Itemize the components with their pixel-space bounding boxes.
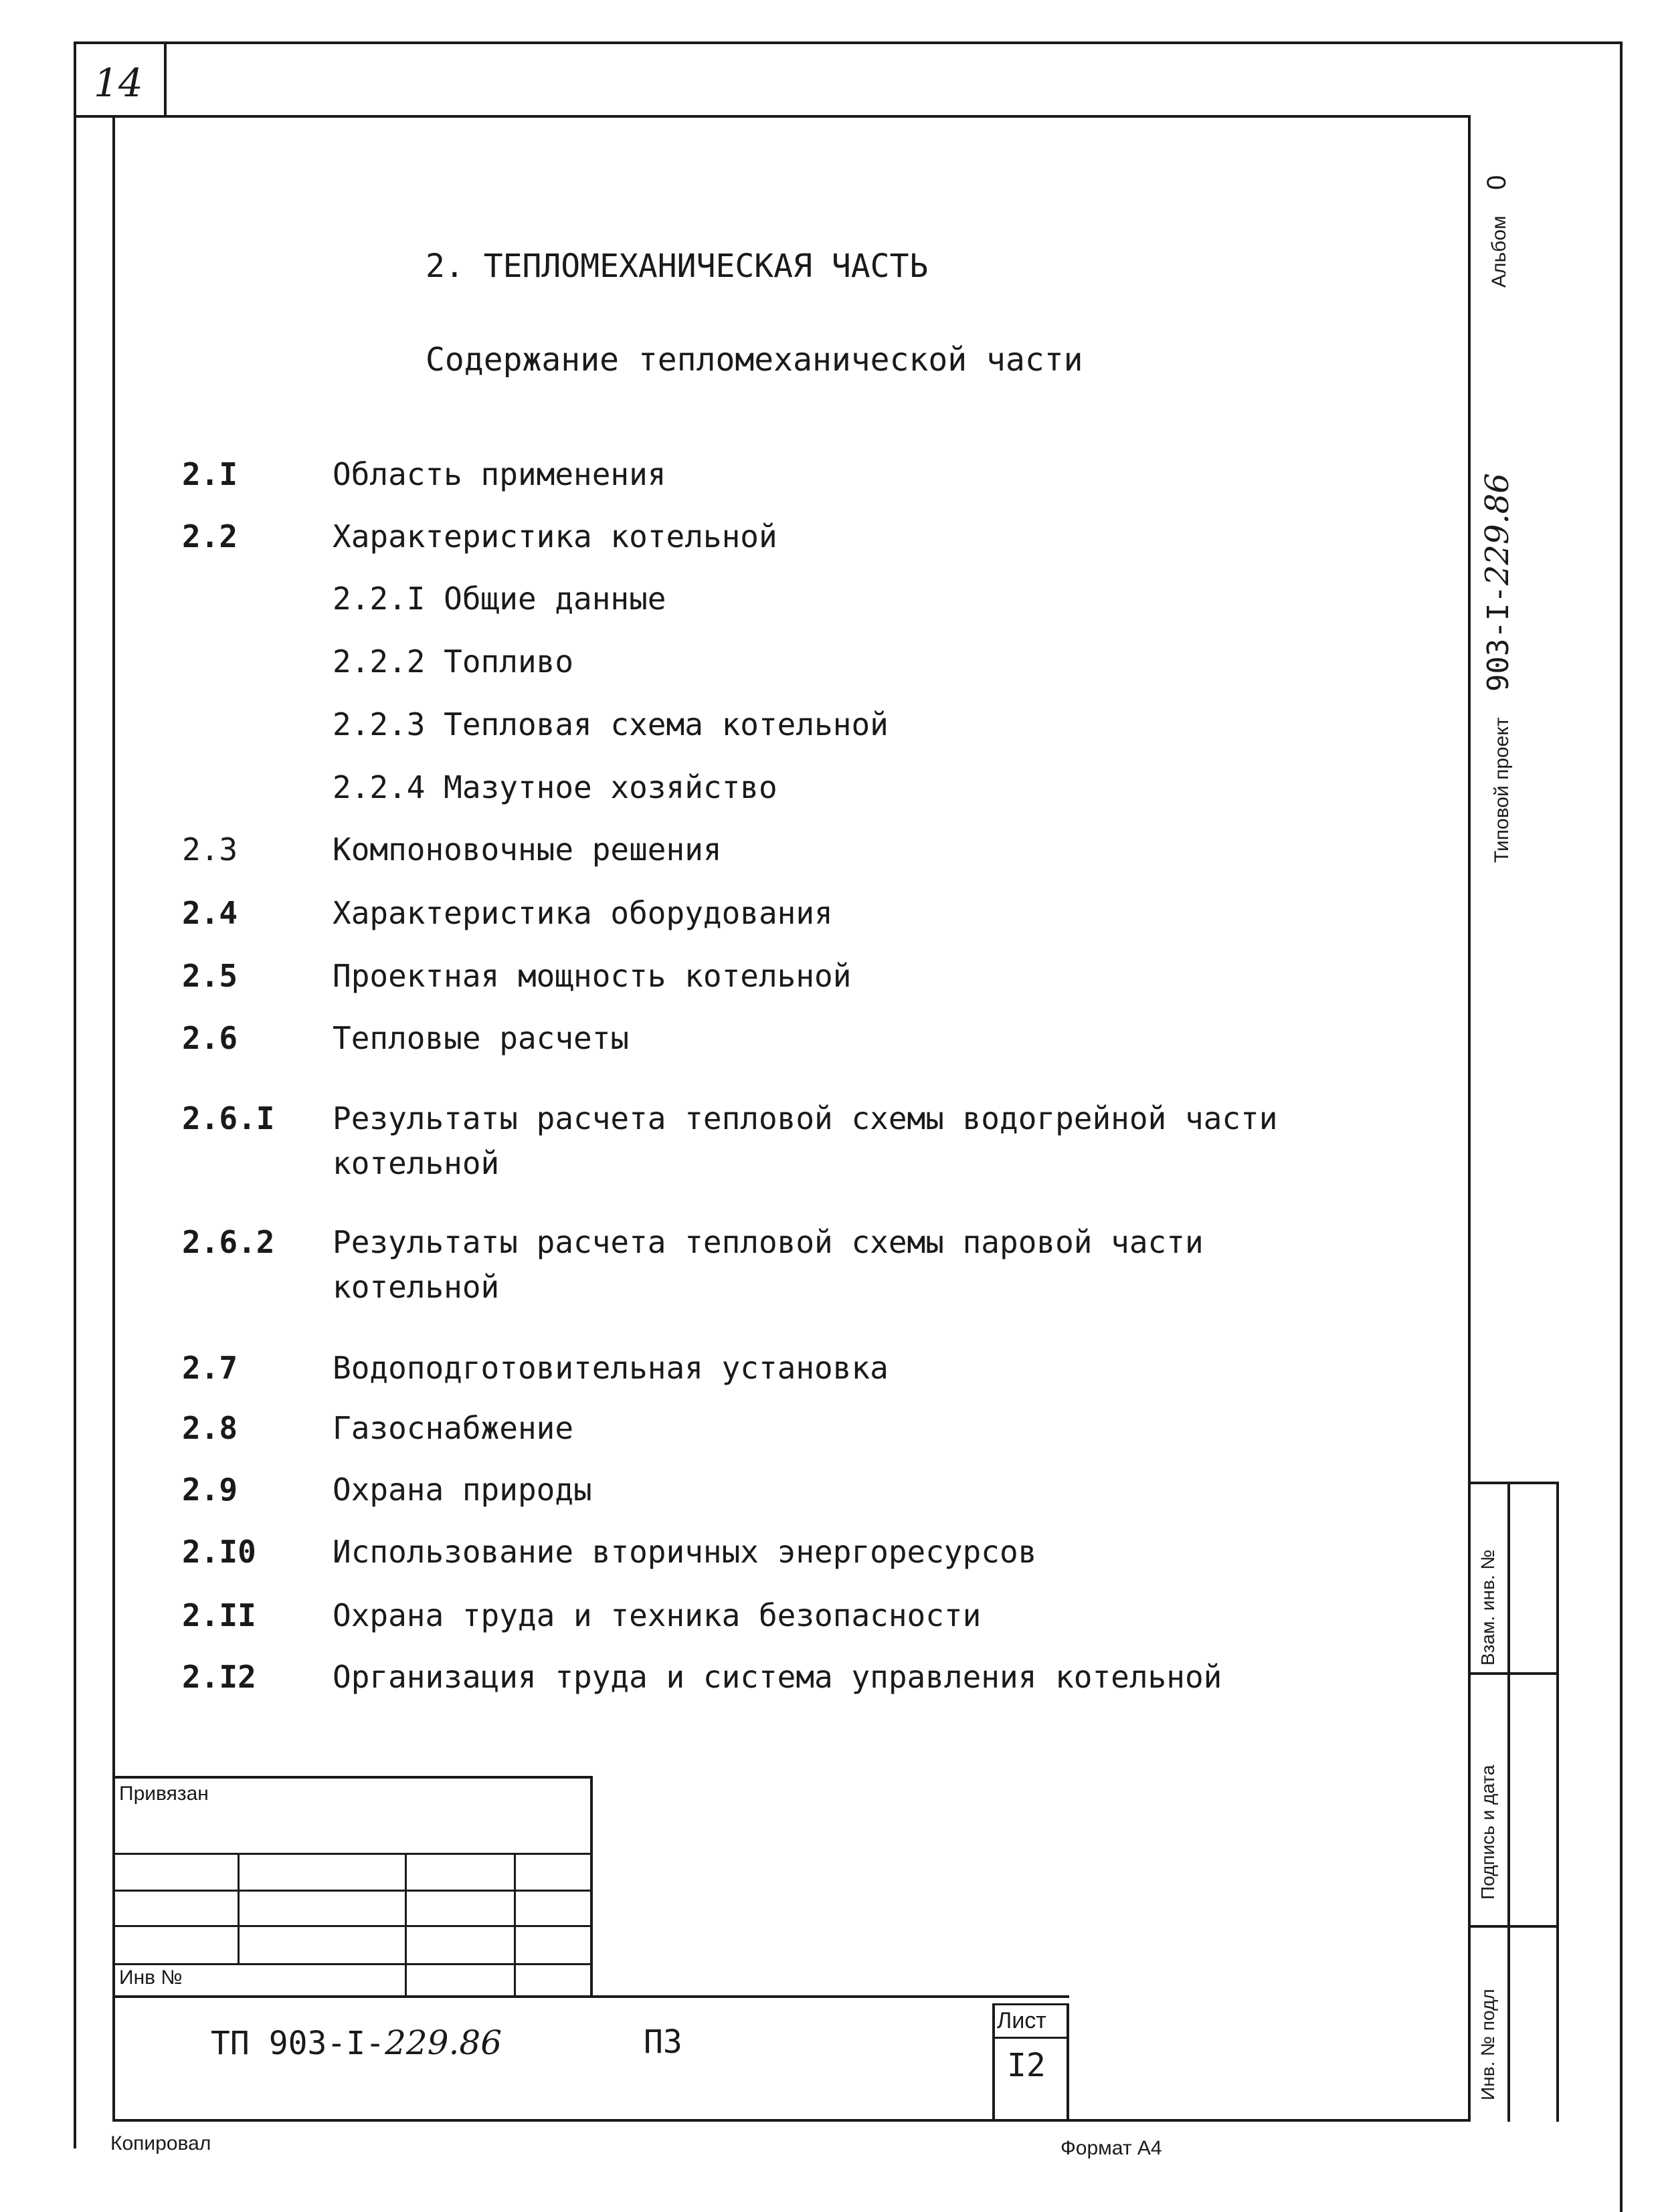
toc-text: Тепловые расчеты [333, 1020, 630, 1056]
page-heading: 2. ТЕПЛОМЕХАНИЧЕСКАЯ ЧАСТЬ [426, 247, 929, 285]
toc-text: Характеристика оборудования [333, 895, 833, 931]
toc-text: Проектная мощность котельной [333, 958, 852, 994]
toc-num: 2.7 [182, 1350, 238, 1386]
toc-num: 2.I [182, 456, 238, 492]
corner-number: 14 [94, 60, 143, 106]
stamp-col2 [405, 1853, 407, 1997]
toc-num: 2.4 [182, 895, 238, 931]
toc-num: 2.6.2 [182, 1224, 275, 1260]
inner-bottom-border [112, 2119, 1471, 2122]
sheet-label: Лист [997, 2008, 1046, 2033]
toc-text: Водоподготовительная установка [333, 1350, 889, 1386]
sheet-cell-left [992, 2003, 995, 2122]
inv-podl-label: Инв. № подл [1477, 1989, 1498, 2100]
toc-num: 2.9 [182, 1472, 238, 1508]
format-label: Формат А4 [1060, 2137, 1162, 2159]
side-stamp-div2 [1468, 1925, 1559, 1928]
toc-num: 2.3 [182, 831, 238, 868]
project-label [1479, 473, 1516, 863]
sheet-number: I2 [1007, 2047, 1046, 2084]
toc-num: 2.5 [182, 958, 238, 994]
stamp-row4 [112, 1963, 593, 1965]
side-stamp-top [1468, 1482, 1559, 1484]
sheet-cell-mid [992, 2037, 1069, 2039]
page-subheading: Содержание тепломеханической части [426, 341, 1083, 379]
toc-text: Газоснабжение [333, 1410, 574, 1446]
toc-num: 2.6.I [182, 1100, 275, 1136]
stamp-col3 [514, 1853, 516, 1997]
toc-text: Охрана природы [333, 1472, 592, 1508]
toc-num: 2.I2 [182, 1659, 256, 1695]
inv-no-label: Инв № [119, 1967, 183, 1989]
project-code: 903-I- [1481, 585, 1515, 692]
title-block-top [112, 1995, 1069, 1998]
toc-text: Результаты расчета тепловой схемы паровой части [333, 1224, 1204, 1260]
toc-subitem: 2.2.2 Топливо [333, 643, 574, 680]
project-label-text: Типовой проект [1491, 717, 1513, 863]
side-stamp-mid [1507, 1482, 1510, 2122]
toc-subitem: 2.2.4 Мазутное хозяйство [333, 769, 777, 805]
toc-text: Характеристика котельной [333, 518, 777, 555]
podpis-data-label: Подпись и дата [1477, 1765, 1498, 1900]
side-stamp-right [1556, 1482, 1559, 2122]
toc-subitem: 2.2.I Общие данные [333, 581, 666, 617]
album-number: 0 [1482, 175, 1511, 191]
toc-text: Компоновочные решения [333, 831, 722, 868]
stamp-row3 [112, 1925, 593, 1927]
doc-code [211, 2023, 502, 2062]
toc-text: Использование вторичных энергоресурсов [333, 1534, 1037, 1570]
toc-text: Охрана труда и техника безопасности [333, 1597, 982, 1633]
doc-code-handwritten: 229.86 [385, 2023, 502, 2062]
corner-box-right [164, 41, 167, 116]
outer-top-border [74, 41, 1623, 44]
stamp-top [112, 1776, 593, 1779]
toc-num: 2.II [182, 1597, 256, 1633]
stamp-row1 [112, 1853, 593, 1855]
project-code-handwritten: 229.86 [1479, 473, 1516, 586]
toc-num: 2.2 [182, 518, 238, 555]
toc-text-continued: котельной [333, 1269, 500, 1305]
inner-top-border [112, 115, 1471, 118]
toc-num: 2.I0 [182, 1534, 256, 1570]
side-stamp-div1 [1468, 1672, 1559, 1675]
sheet-cell-top [992, 2003, 1069, 2005]
stamp-row2 [112, 1890, 593, 1892]
outer-right-border [1620, 41, 1623, 2212]
inner-left-border [112, 115, 115, 2122]
album-text: Альбом [1488, 215, 1510, 288]
toc-num: 2.6 [182, 1020, 238, 1056]
privyazan-label: Привязан [119, 1783, 209, 1805]
toc-num: 2.8 [182, 1410, 238, 1446]
side-stamp-left [1468, 1482, 1471, 2122]
toc-text: Организация труда и система управления котельной [333, 1659, 1222, 1695]
toc-subitem: 2.2.3 Тепловая схема котельной [333, 706, 889, 742]
doc-code-prefix: ТП 903-I- [211, 2025, 385, 2062]
toc-text-continued: котельной [333, 1145, 500, 1181]
toc-text: Результаты расчета тепловой схемы водогрейной части [333, 1100, 1278, 1136]
copied-label: Копировал [110, 2132, 211, 2154]
vzam-inv-label: Взам. инв. № [1477, 1549, 1498, 1666]
doc-type: ПЗ [644, 2023, 682, 2061]
toc-text: Область применения [333, 456, 666, 492]
stamp-col1 [238, 1853, 240, 1963]
outer-left-border [74, 41, 76, 2148]
sheet-cell-right [1067, 2003, 1069, 2122]
album-label [1482, 175, 1512, 288]
